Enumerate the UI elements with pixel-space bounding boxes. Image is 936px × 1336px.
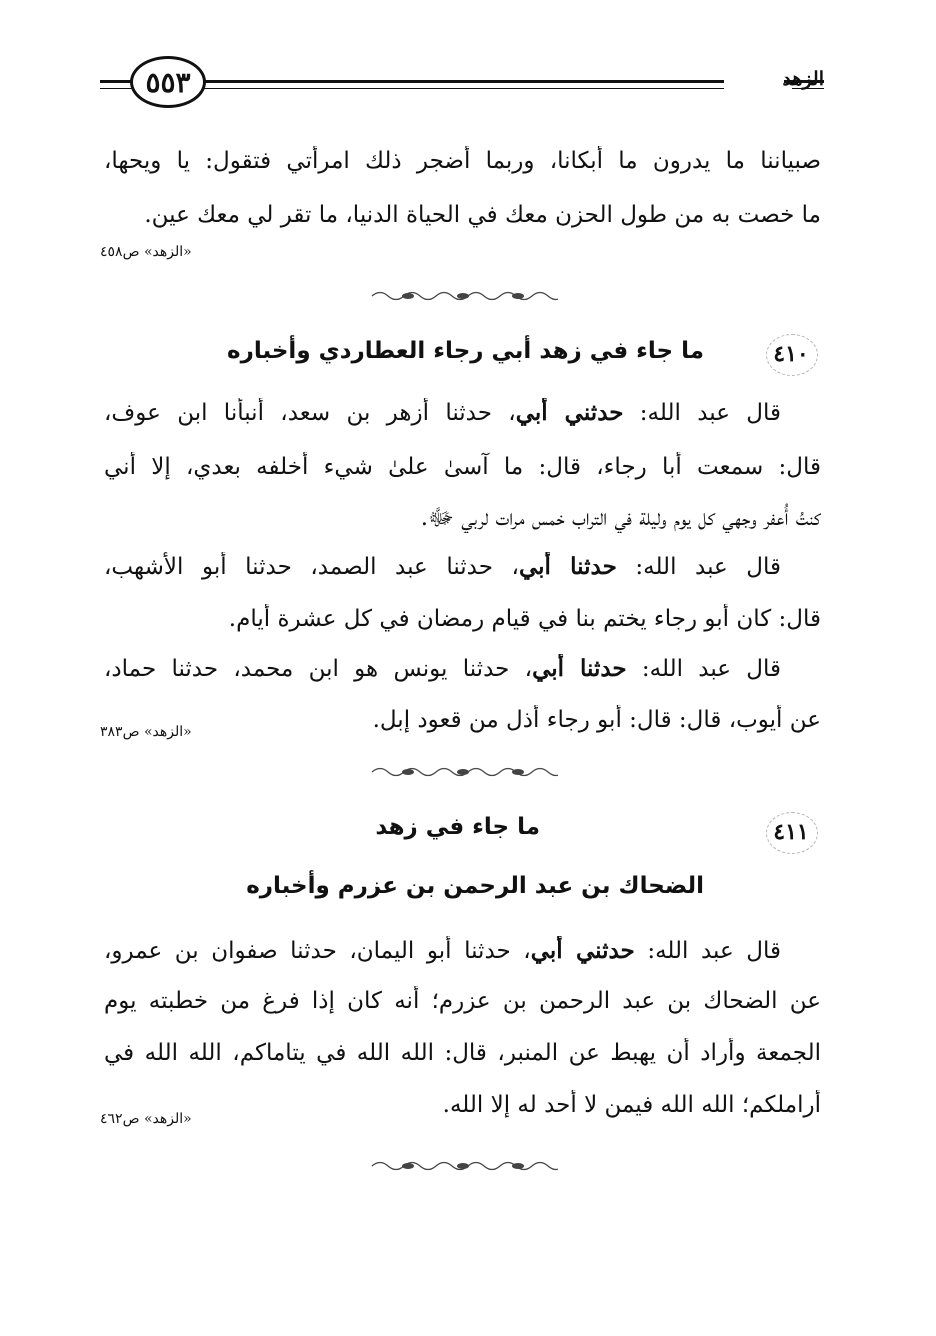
source-reference: «الزهد» ص٣٨٣ — [100, 724, 192, 740]
narration-bold: حدثنا أبي — [518, 553, 617, 580]
narration-bold: حدثني أبي — [515, 399, 624, 426]
paragraph-line — [104, 654, 821, 684]
paragraph-line — [104, 936, 821, 966]
ornament-divider — [368, 765, 558, 779]
header-rule-right — [204, 80, 724, 83]
section-title-411-line1: ما جاء في زهد — [375, 814, 540, 840]
paragraph-line — [104, 398, 821, 428]
section-number-411: ٤١١ — [762, 812, 820, 852]
source-reference: «الزهد» ص٤٥٨ — [100, 244, 192, 260]
section-title-411-line2: الضحاك بن عبد الرحمن بن عزرم وأخباره — [246, 873, 704, 899]
narrator-intro: قال عبد الله: — [623, 400, 781, 426]
text-line: ما خصت به من طول الحزن معك في الحياة الدنيا، ما تقر لي معك عين. — [144, 202, 821, 228]
text-line: صبياننا ما يدرون ما أبكانا، وربما أضجر ذلك امرأتي فتقول: يا ويحها، — [104, 148, 821, 174]
paragraph-line: قال: سمعت أبا رجاء، قال: ما آسىٰ علىٰ شيء أخلفه بعدي، إلا أني — [104, 454, 821, 480]
paragraph-line: كنتُ أُعفر وجهي كل يوم وليلة في التراب خمس مرات لربي ﷻ. — [420, 505, 821, 531]
paragraph-line: عن الضحاك بن عبد الرحمن بن عزرم؛ أنه كان إذا فرغ من خطبته يوم — [104, 988, 821, 1014]
source-reference: «الزهد» ص٤٦٢ — [100, 1111, 192, 1127]
paragraph-line: أراملكم؛ الله الله فيمن لا أحد له إلا الله. — [442, 1092, 821, 1118]
narration-text: ، حدثنا عبد الصمد، حدثنا أبو الأشهب، — [104, 554, 519, 580]
narrator-intro: قال عبد الله: — [626, 656, 781, 682]
header-rule-left — [100, 80, 132, 83]
paragraph-line: عن أيوب، قال: قال: أبو رجاء أذل من قعود إبل. — [372, 707, 821, 733]
header-rule-right-thin — [204, 88, 724, 89]
narration-text: ، حدثنا أبو اليمان، حدثنا صفوان بن عمرو، — [104, 938, 531, 964]
page-number: ٥٥٣ — [130, 56, 206, 108]
narrator-intro: قال عبد الله: — [634, 938, 781, 964]
section-number-410: ٤١٠ — [762, 334, 820, 374]
narration-text: ، حدثنا أزهر بن سعد، أنبأنا ابن عوف، — [104, 400, 516, 426]
ornament-divider — [368, 1159, 558, 1173]
section-title-410: ما جاء في زهد أبي رجاء العطاردي وأخباره — [227, 338, 704, 364]
narration-text: ، حدثنا يونس هو ابن محمد، حدثنا حماد، — [104, 656, 533, 682]
paragraph-line — [104, 552, 821, 582]
paragraph-line: الجمعة وأراد أن يهبط عن المنبر، قال: الله الله في يتاماكم، الله الله في — [104, 1040, 821, 1066]
header-rule-left-thin — [100, 88, 132, 89]
ornament-divider — [368, 289, 558, 303]
running-title: الزهد — [782, 68, 824, 90]
narrator-intro: قال عبد الله: — [616, 554, 782, 580]
narration-bold: حدثنا أبي — [532, 655, 627, 682]
paragraph-line: قال: كان أبو رجاء يختم بنا في قيام رمضان في كل عشرة أيام. — [228, 606, 821, 632]
narration-bold: حدثني أبي — [530, 937, 635, 964]
